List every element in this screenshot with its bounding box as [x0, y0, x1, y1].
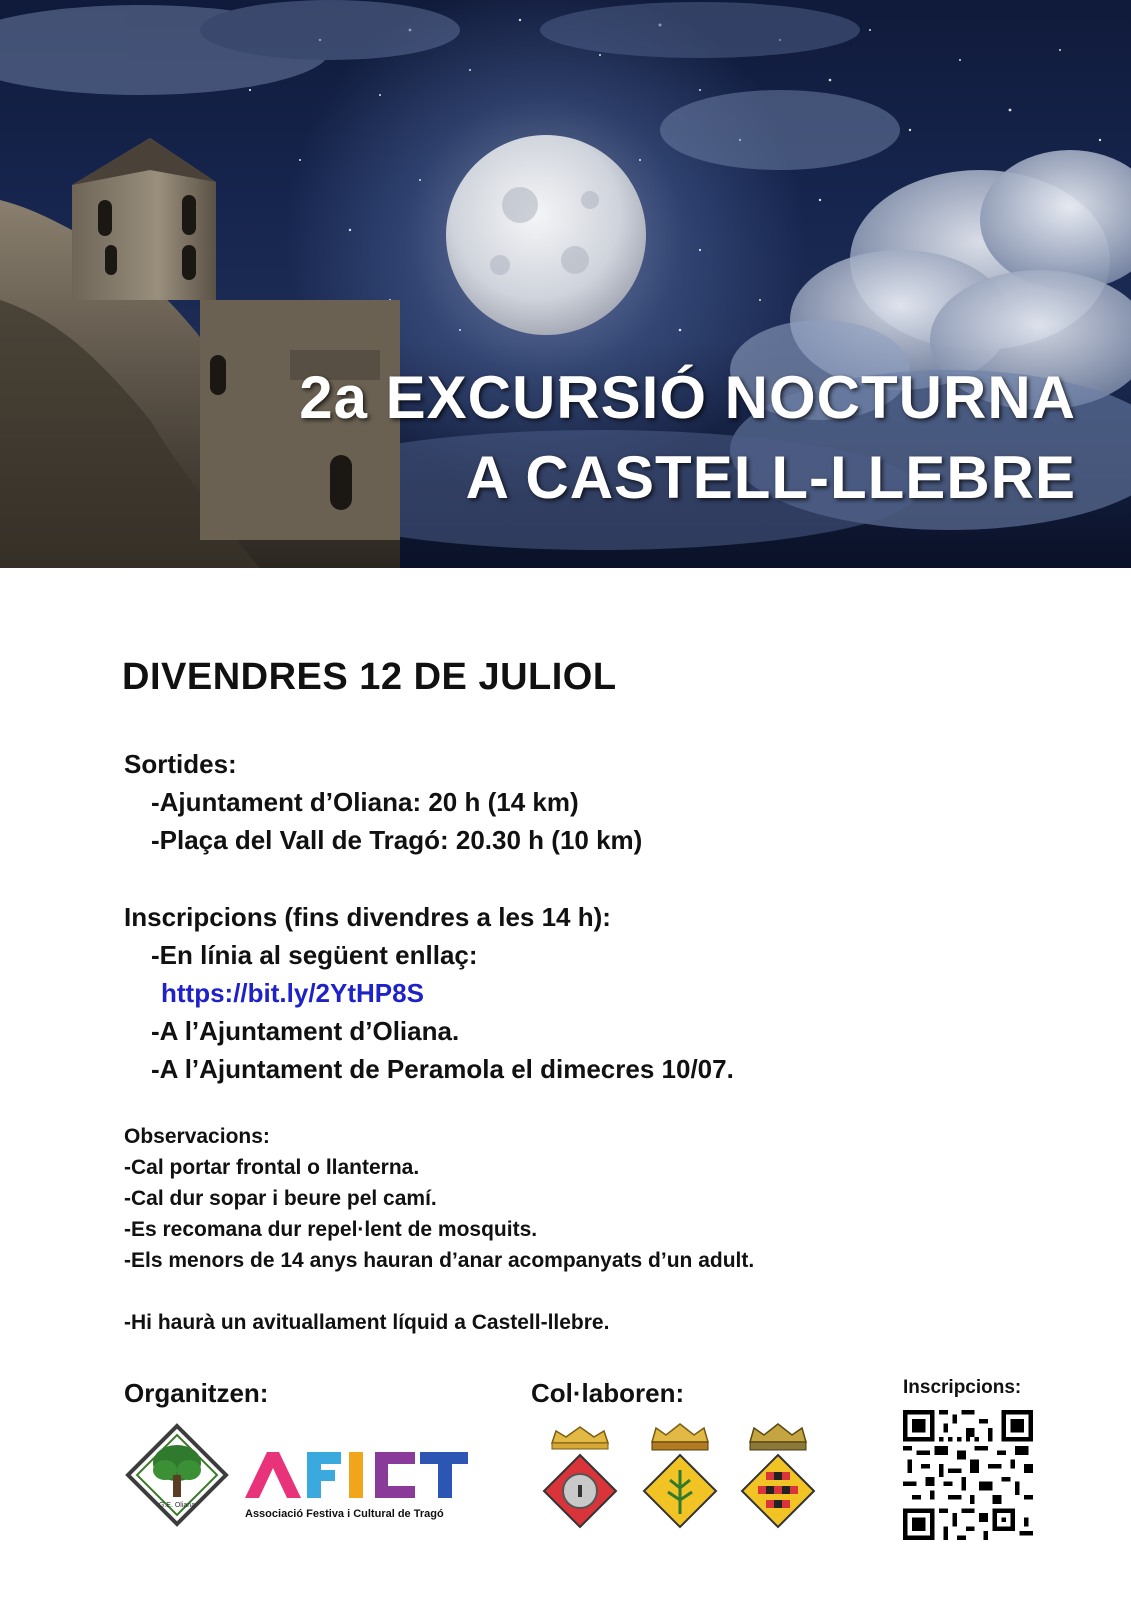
coat-of-arms-2: [640, 1422, 720, 1535]
departures-heading: Sortides:: [124, 749, 237, 779]
ge-oliana-logo: [125, 1423, 229, 1527]
afict-logo: [245, 1450, 470, 1522]
observations-section: [124, 1121, 754, 1338]
coat-of-arms-1: [540, 1425, 620, 1535]
organizers-label: Organitzen:: [124, 1378, 269, 1408]
observation-item: -Cal dur sopar i beure pel camí.: [124, 1187, 437, 1210]
qr-label: Inscripcions:: [903, 1377, 1022, 1398]
registration-item: -A l’Ajuntament d’Oliana.: [151, 1016, 460, 1046]
event-title: [299, 358, 1076, 518]
registrations-heading: Inscripcions (fins divendres a les 14 h):: [124, 902, 611, 932]
observation-item: -Es recomana dur repel·lent de mosquits.: [124, 1218, 538, 1241]
registrations-section: [124, 898, 734, 1088]
afict-name: Associació Festiva i Cultural de Tragó: [245, 1508, 444, 1520]
clouds-top: [0, 0, 900, 170]
hero-banner: [0, 0, 1131, 568]
coat-of-arms-3: [738, 1422, 818, 1535]
svg-text:G.E. Oliana: G.E. Oliana: [158, 1502, 196, 1509]
registration-qr-code[interactable]: [903, 1410, 1033, 1540]
collaborators-label: Col·laboren:: [531, 1378, 685, 1408]
observations-heading: Observacions:: [124, 1125, 270, 1148]
departure-item: -Plaça del Vall de Tragó: 20.30 h (10 km): [151, 825, 643, 855]
registration-online: -En línia al següent enllaç:: [151, 940, 478, 970]
event-date: DIVENDRES 12 DE JULIOL: [122, 656, 617, 698]
title-line-2: A CASTELL-LLEBRE: [465, 444, 1076, 511]
registration-item: -A l’Ajuntament de Peramola el dimecres 10/07.: [151, 1054, 734, 1084]
moon: [446, 135, 646, 335]
observation-item: -Cal portar frontal o llanterna.: [124, 1156, 420, 1179]
departure-item: -Ajuntament d’Oliana: 20 h (14 km): [151, 787, 579, 817]
observation-item: -Els menors de 14 anys hauran d’anar acompanyats d’un adult.: [124, 1249, 755, 1272]
registration-link[interactable]: https://bit.ly/2YtHP8S: [161, 978, 424, 1008]
title-line-1: 2a EXCURSIÓ NOCTURNA: [299, 364, 1076, 431]
departures-section: [124, 745, 642, 859]
observation-note: -Hi haurà un avituallament líquid a Castell-llebre.: [124, 1311, 610, 1334]
